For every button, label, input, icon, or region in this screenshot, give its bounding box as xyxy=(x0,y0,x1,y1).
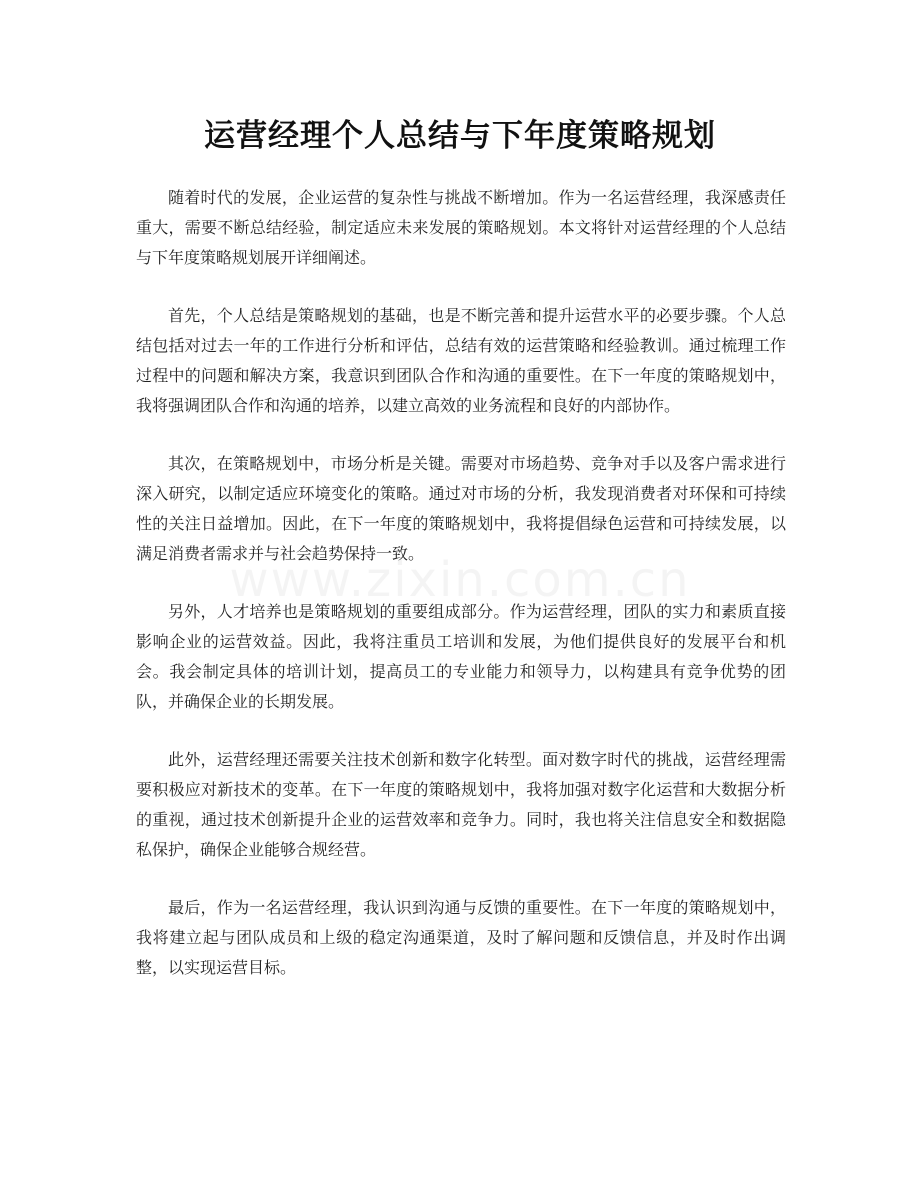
paragraph-market-analysis: 其次，在策略规划中，市场分析是关键。需要对市场趋势、竞争对手以及客户需求进行深入研究，以制定适应环境变化的策略。通过对市场的分析，我发现消费者对环保和可持续性的关注日益增加。因此，在下一年度的策略规划中，我将提倡绿色运营和可持续发展，以满足消费者需求并与社会趋势保持一致。 xyxy=(136,454,786,563)
document-title: 运营经理个人总结与下年度策略规划 xyxy=(204,118,716,154)
paragraph-personal-summary: 首先，个人总结是策略规划的基础，也是不断完善和提升运营水平的必要步骤。个人总结包括对过去一年的工作进行分析和评估，总结有效的运营策略和经验教训。通过梳理工作过程中的问题和解决方案，我意识到团队合作和沟通的重要性。在下一年度的策略规划中，我将强调团队合作和沟通的培养，以建立高效的业务流程和良好的内部协作。 xyxy=(136,306,786,415)
document-body xyxy=(136,183,786,1011)
paragraph-digital-transformation: 此外，运营经理还需要关注技术创新和数字化转型。面对数字时代的挑战，运营经理需要积极应对新技术的变革。在下一年度的策略规划中，我将加强对数字化运营和大数据分析的重视，通过技术创新提升企业的运营效率和竞争力。同时，我也将关注信息安全和数据隐私保护，确保企业能够合规经营。 xyxy=(136,750,786,859)
paragraph-communication: 最后，作为一名运营经理，我认识到沟通与反馈的重要性。在下一年度的策略规划中，我将建立起与团队成员和上级的稳定沟通渠道，及时了解问题和反馈信息，并及时作出调整，以实现运营目标。 xyxy=(136,898,786,977)
paragraph-intro: 随着时代的发展，企业运营的复杂性与挑战不断增加。作为一名运营经理，我深感责任重大，需要不断总结经验，制定适应未来发展的策略规划。本文将针对运营经理的个人总结与下年度策略规划展开详细阐述。 xyxy=(136,188,786,267)
paragraph-talent-development: 另外，人才培养也是策略规划的重要组成部分。作为运营经理，团队的实力和素质直接影响企业的运营效益。因此，我将注重员工培训和发展，为他们提供良好的发展平台和机会。我会制定具体的培训计划，提高员工的专业能力和领导力，以构建具有竞争优势的团队，并确保企业的长期发展。 xyxy=(136,602,786,711)
